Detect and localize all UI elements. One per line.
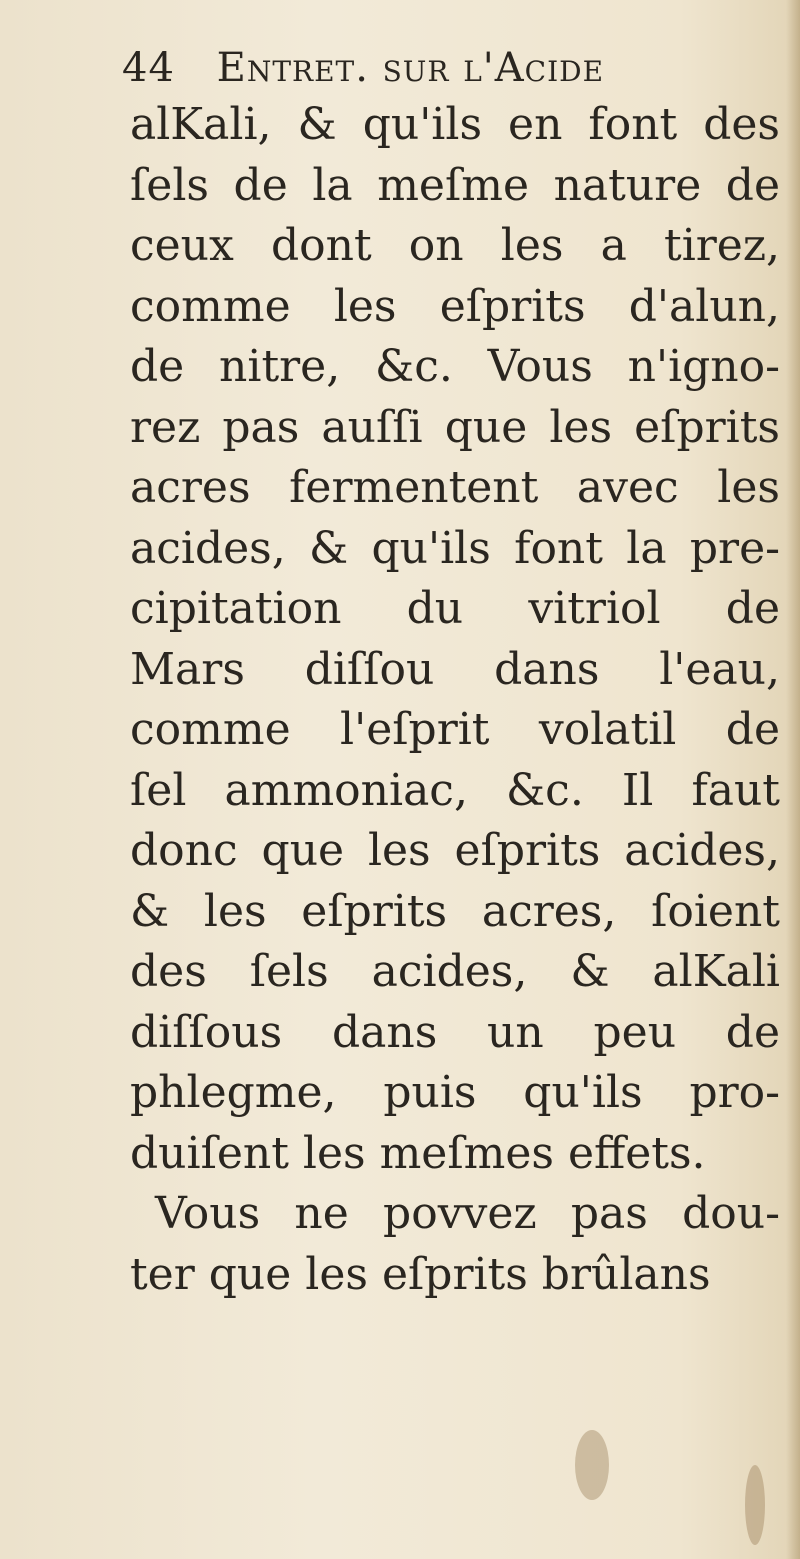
text-line: ſel ammoniac, &c. Il faut [130, 764, 780, 816]
text-line: rez pas auſſi que les eſprits [130, 401, 780, 453]
ink-smudge [575, 1430, 609, 1500]
text-line: acres fermentent avec les [130, 462, 780, 513]
text-line: donc que les eſprits acides, [130, 825, 780, 876]
text-line: duiſent les meſmes effets. [130, 1127, 706, 1179]
text-line: des ſels acides, & alKali [130, 946, 780, 997]
text-line: alKali, & qu'ils en font des [130, 99, 780, 150]
text-line: & les eſprits acres, ſoient [130, 885, 780, 937]
text-line: phlegme, puis qu'ils pro- [130, 1067, 780, 1118]
text-line: ter que les eſprits brûlans [130, 1248, 711, 1300]
body-text [130, 95, 780, 1305]
text-line: comme les eſprits d'alun, [130, 280, 780, 332]
page-edge-shadow [786, 0, 800, 1559]
text-line: Mars diſſou dans l'eau, [130, 643, 780, 695]
page-number: 44 [122, 45, 175, 91]
running-title: Entret. sur l'Acide [216, 45, 605, 91]
text-line: diſſous dans un peu de [130, 1006, 780, 1058]
text-line: Vous ne povvez pas dou- [155, 1188, 780, 1239]
text-line: acides, & qu'ils font la pre- [130, 522, 780, 574]
ink-smudge [745, 1465, 765, 1545]
text-line: ceux dont on les a tirez, [130, 220, 780, 271]
page-header [122, 38, 762, 98]
text-line: de nitre, &c. Vous n'igno- [130, 341, 780, 392]
text-line: ſels de la meſme nature de [130, 159, 780, 211]
text-line: cipitation du vitriol de [130, 583, 780, 634]
text-line: comme l'eſprit volatil de [130, 704, 780, 755]
